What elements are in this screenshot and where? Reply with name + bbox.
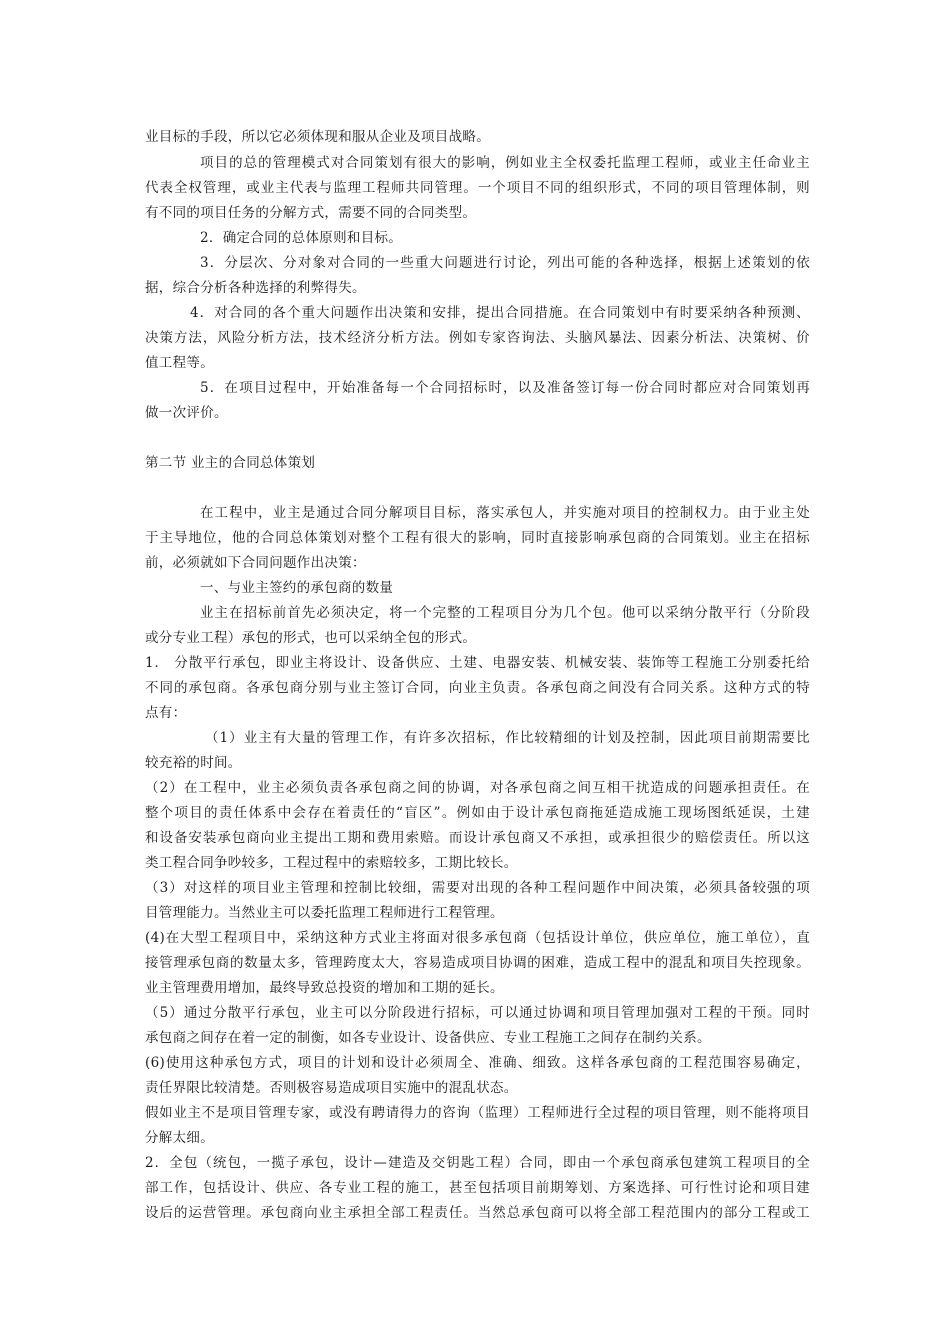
paragraph-line: 承包商之间存在着一定的制衡，如各专业设计、设备供应、专业工程施工之间存在制约关系。	[145, 1030, 711, 1046]
list-item: 1． 分散平行承包，即业主将设计、设备供应、土建、电器安装、机械安装、装饰等工程施工分别委托给	[145, 655, 810, 671]
list-item: （2）在工程中，业主必须负责各承包商之间的协调，对各承包商之间互相干扰造成的问题承担责任。在	[145, 780, 810, 796]
list-item: 3．分层次、分对象对合同的一些重大问题进行讨论，列出可能的各种选择，根据上述策划的依	[200, 255, 810, 271]
section-heading: 第二节 业主的合同总体策划	[145, 455, 316, 471]
paragraph-line: 分解太细。	[145, 1130, 214, 1146]
paragraph-line: 项目的总的管理模式对合同策划有很大的影响，例如业主全权委托监理工程师，或业主任命业主	[200, 155, 810, 171]
list-item: （5）通过分散平行承包，业主可以分阶段进行招标，可以通过协调和项目管理加强对工程的干预。同时	[145, 1005, 810, 1021]
paragraph-line: 点有：	[145, 705, 187, 721]
paragraph-line: 或分专业工程）承包的形式，也可以采纳全包的形式。	[145, 630, 477, 646]
paragraph-line: 决策方法，风险分析方法，技术经济分析方法。例如专家咨询法、头脑风暴法、因素分析法、决策树、价	[145, 330, 810, 346]
paragraph-line: 在工程中，业主是通过合同分解项目目标，落实承包人，并实施对项目的控制权力。由于业主处	[200, 505, 810, 521]
paragraph-line: 不同的承包商。各承包商分别与业主签订合同，向业主负责。各承包商之间没有合同关系。这种方式的特	[145, 680, 810, 696]
paragraph-line: 业目标的手段，所以它必须体现和服从企业及项目战略。	[145, 129, 490, 145]
paragraph-line: 和设备安装承包商向业主提出工期和费用索赔。而设计承包商又不承担，或承担很少的赔偿责任。所以这	[145, 830, 810, 846]
list-item: 2．全包（统包，一揽子承包，设计—建造及交钥匙工程）合同，即由一个承包商承包建筑工程项目的全	[145, 1155, 810, 1171]
list-item: (6)使用这种承包方式，项目的计划和设计必须周全、准确、细致。这样各承包商的工程范围容易确定，	[145, 1055, 810, 1071]
paragraph-line: 做一次评价。	[145, 405, 228, 421]
list-item: 2．确定合同的总体原则和目标。	[200, 230, 403, 246]
list-item: （3）对这样的项目业主管理和控制比较细，需要对出现的各种工程问题作中间决策，必须具备较强的项	[145, 880, 810, 896]
paragraph-line: 接管理承包商的数量太多，管理跨度太大，容易造成项目协调的困难，造成工程中的混乱和项目失控现象。	[145, 955, 810, 971]
paragraph-line: 部工作，包括设计、供应、各专业工程的施工，甚至包括项目前期筹划、方案选择、可行性讨论和项目建	[145, 1180, 810, 1196]
paragraph-line: 业主在招标前首先必须决定，将一个完整的工程项目分为几个包。他可以采纳分散平行（分阶段	[200, 605, 810, 621]
list-item: （1）业主有大量的管理工作，有许多次招标，作比较精细的计划及控制，因此项目前期需要比	[205, 730, 810, 746]
list-item: (4)在大型工程项目中，采纳这种方式业主将面对很多承包商（包括设计单位，供应单位，施工单位），直	[145, 930, 810, 946]
list-item: 5．在项目过程中，开始准备每一个合同招标时，以及准备签订每一份合同时都应对合同策划再	[200, 380, 810, 396]
paragraph-line: 假如业主不是项目管理专家，或没有聘请得力的咨询（监理）工程师进行全过程的项目管理，则不能将项目	[145, 1105, 810, 1121]
paragraph-line: 责任界限比较清楚。否则极容易造成项目实施中的混乱状态。	[145, 1080, 518, 1096]
paragraph-line: 代表全权管理，或业主代表与监理工程师共同管理。一个项目不同的组织形式，不同的项目管理体制，则	[145, 180, 810, 196]
paragraph-line: 于主导地位，他的合同总体策划对整个工程有很大的影响，同时直接影响承包商的合同策划。业主在招标	[145, 530, 810, 546]
paragraph-line: 类工程合同争吵较多，工程过程中的索赔较多，工期比较长。	[145, 855, 518, 871]
subsection-heading: 一、与业主签约的承包商的数量	[200, 580, 394, 596]
list-item: 4．对合同的各个重大问题作出决策和安排，提出合同措施。在合同策划中有时要采纳各种预测、	[190, 305, 810, 321]
paragraph-line: 业主管理费用增加，最终导致总投资的增加和工期的延长。	[145, 980, 504, 996]
paragraph-line: 有不同的项目任务的分解方式，需要不同的合同类型。	[145, 205, 477, 221]
paragraph-line: 据，综合分析各种选择的利弊得失。	[145, 280, 366, 296]
paragraph-line: 设后的运营管理。承包商向业主承担全部工程责任。当然总承包商可以将全部工程范围内的部分工程或工	[145, 1205, 810, 1221]
paragraph-line: 前，必须就如下合同问题作出决策：	[145, 555, 366, 571]
paragraph-line: 较充裕的时间。	[145, 755, 242, 771]
paragraph-line: 整个项目的责任体系中会存在着责任的“盲区”。例如由于设计承包商拖延造成施工现场图纸延误，土建	[145, 805, 810, 821]
paragraph-line: 值工程等。	[145, 355, 214, 371]
paragraph-line: 目管理能力。当然业主可以委托监理工程师进行工程管理。	[145, 905, 504, 921]
